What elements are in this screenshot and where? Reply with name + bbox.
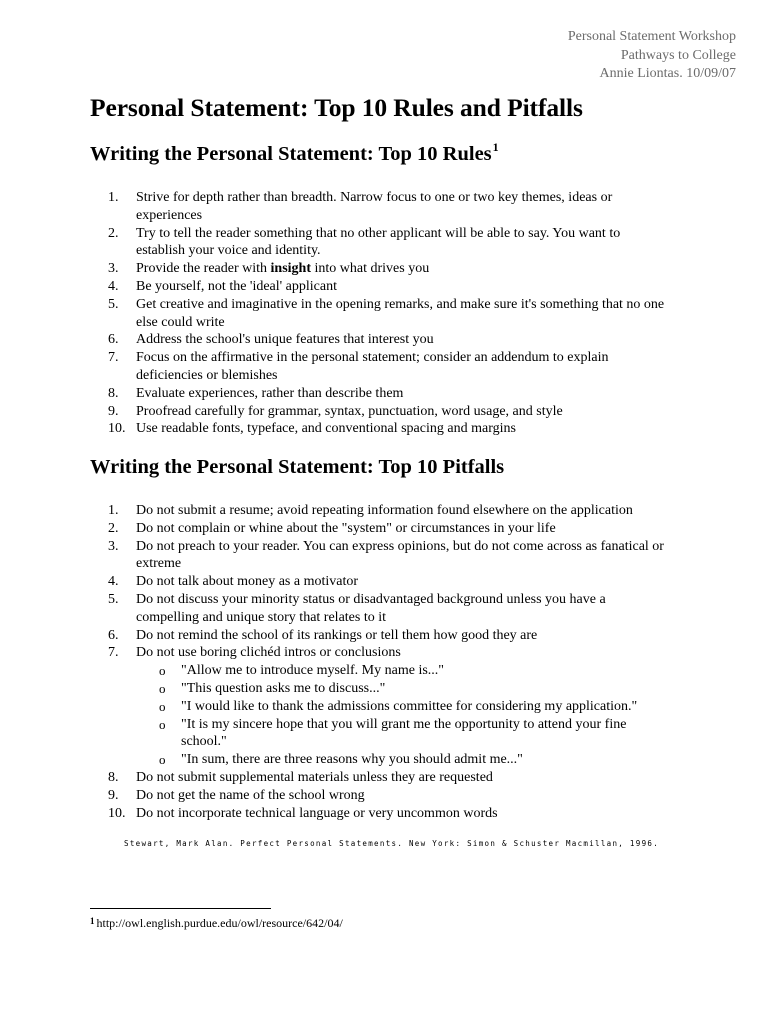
pitfall-text: Do not incorporate technical language or very uncommon words [136,805,498,821]
rule-number: 6. [108,332,119,348]
rule-text: Get creative and imaginative in the opening remarks, and make sure it's something that no one else could write [136,296,665,330]
rule-emphasis: insight [270,261,311,277]
pitfalls-section-heading: Writing the Personal Statement: Top 10 Pitfalls [90,456,505,478]
rule-text-before: Provide the reader with [136,261,271,277]
header-workshop-name: Personal Statement Workshop [567,29,736,44]
pitfall-number: 5. [108,591,119,607]
pitfall-item [0,644,666,769]
rule-item [0,403,666,421]
rule-number: 4. [108,278,119,294]
bullet-icon: o [159,716,166,732]
pitfall-number: 8. [108,769,119,785]
footnote-reference[interactable]: 1 [492,140,499,154]
rule-item [0,385,666,403]
cliche-example [136,751,671,769]
rule-item [0,349,666,385]
rule-number: 2. [108,225,119,241]
rule-text: Focus on the affirmative in the personal statement; consider an addendum to explain deficiencies or blemishes [136,350,609,383]
cliche-text: "This question asks me to discuss..." [181,680,386,696]
rule-item [0,331,666,349]
rules-list [0,189,666,438]
pitfall-number: 2. [108,520,119,536]
rule-number: 10. [108,421,126,437]
page-title: Personal Statement: Top 10 Rules and Pitfalls [90,93,583,122]
pitfalls-list [0,502,666,822]
cliche-examples-list [136,662,666,769]
rules-heading-text: Writing the Personal Statement: Top 10 Rules [90,143,492,165]
pitfall-number: 3. [108,538,119,554]
bullet-icon: o [159,680,166,696]
rule-text: Try to tell the reader something that no other applicant will be able to say. You want to establish your voice and identity. [136,225,621,259]
rule-item [0,260,666,278]
rule-number: 1. [108,190,119,205]
pitfall-text: Do not get the name of the school wrong [136,787,365,803]
pitfall-text: Do not remind the school of its rankings or tell them how good they are [136,627,538,643]
pitfall-text: Do not talk about money as a motivator [136,574,359,590]
pitfall-item [0,538,666,574]
pitfall-item [0,627,666,645]
pitfall-number: 9. [108,787,119,803]
rule-text: Proofread carefully for grammar, syntax, punctuation, word usage, and style [136,403,563,419]
rule-number: 5. [108,296,119,312]
rule-text: Address the school's unique features that interest you [136,332,434,348]
bullet-icon: o [159,698,166,714]
cliche-text: "Allow me to introduce myself. My name is..." [181,663,444,679]
rule-text: Use readable fonts, typeface, and conventional spacing and margins [136,421,516,437]
rule-number: 7. [108,350,119,366]
pitfall-number: 1. [108,503,119,518]
pitfall-item [0,805,666,823]
pitfall-text: Do not discuss your minority status or disadvantaged background unless you have a compelling and unique story that relates to it [136,591,606,625]
pitfall-number: 7. [108,645,119,661]
footnote-link[interactable]: http://owl.english.purdue.edu/owl/resource/642/04/ [96,916,343,930]
cliche-example [136,716,671,752]
pitfall-text: Do not preach to your reader. You can express opinions, but do not come across as fanatical or extreme [136,538,664,572]
rule-item [0,420,666,438]
pitfall-text: Do not submit a resume; avoid repeating information found elsewhere on the application [136,503,633,518]
pitfall-item [0,769,666,787]
footnote [90,916,343,931]
rule-item [0,296,666,332]
rule-item [0,189,666,225]
pitfall-item [0,787,666,805]
footnote-divider [90,908,271,909]
pitfall-number: 4. [108,574,119,590]
document-header [568,28,736,84]
pitfall-item [0,502,666,520]
header-program-name: Pathways to College [620,47,736,63]
pitfall-text: Do not use boring clichéd intros or conclusions [136,645,401,661]
cliche-example [136,698,671,716]
cliche-text: "It is my sincere hope that you will grant me the opportunity to attend your fine school." [181,716,627,750]
bullet-icon: o [159,663,166,679]
cliche-example [136,662,671,680]
rules-section-heading [90,140,499,166]
rule-number: 9. [108,403,119,419]
rule-number: 8. [108,385,119,401]
header-author-date: Annie Liontas. 10/09/07 [599,66,736,81]
pitfall-text: Do not complain or whine about the "system" or circumstances in your life [136,520,556,536]
pitfall-number: 10. [108,805,126,821]
rule-item [0,225,666,261]
cliche-text: "I would like to thank the admissions committee for considering my application." [181,698,638,714]
pitfall-item [0,573,666,591]
rule-text: Strive for depth rather than breadth. Narrow focus to one or two key themes, ideas or experiences [136,190,613,223]
rule-item [0,278,666,296]
cliche-example [136,680,671,698]
pitfall-number: 6. [108,627,119,643]
rule-number: 3. [108,261,119,277]
cliche-text: "In sum, there are three reasons why you should admit me..." [181,752,523,768]
rule-text-after: into what drives you [310,261,430,277]
pitfall-item [0,591,666,627]
pitfall-item [0,520,666,538]
rule-text: Be yourself, not the 'ideal' applicant [136,278,337,294]
source-citation: Stewart, Mark Alan. Perfect Personal Statements. New York: Simon & Schuster Macmillan, 1996. [124,839,660,848]
bullet-icon: o [159,752,166,768]
rule-text: Evaluate experiences, rather than describe them [136,385,404,401]
footnote-marker: 1 [90,916,95,926]
pitfall-text: Do not submit supplemental materials unless they are requested [136,769,493,785]
